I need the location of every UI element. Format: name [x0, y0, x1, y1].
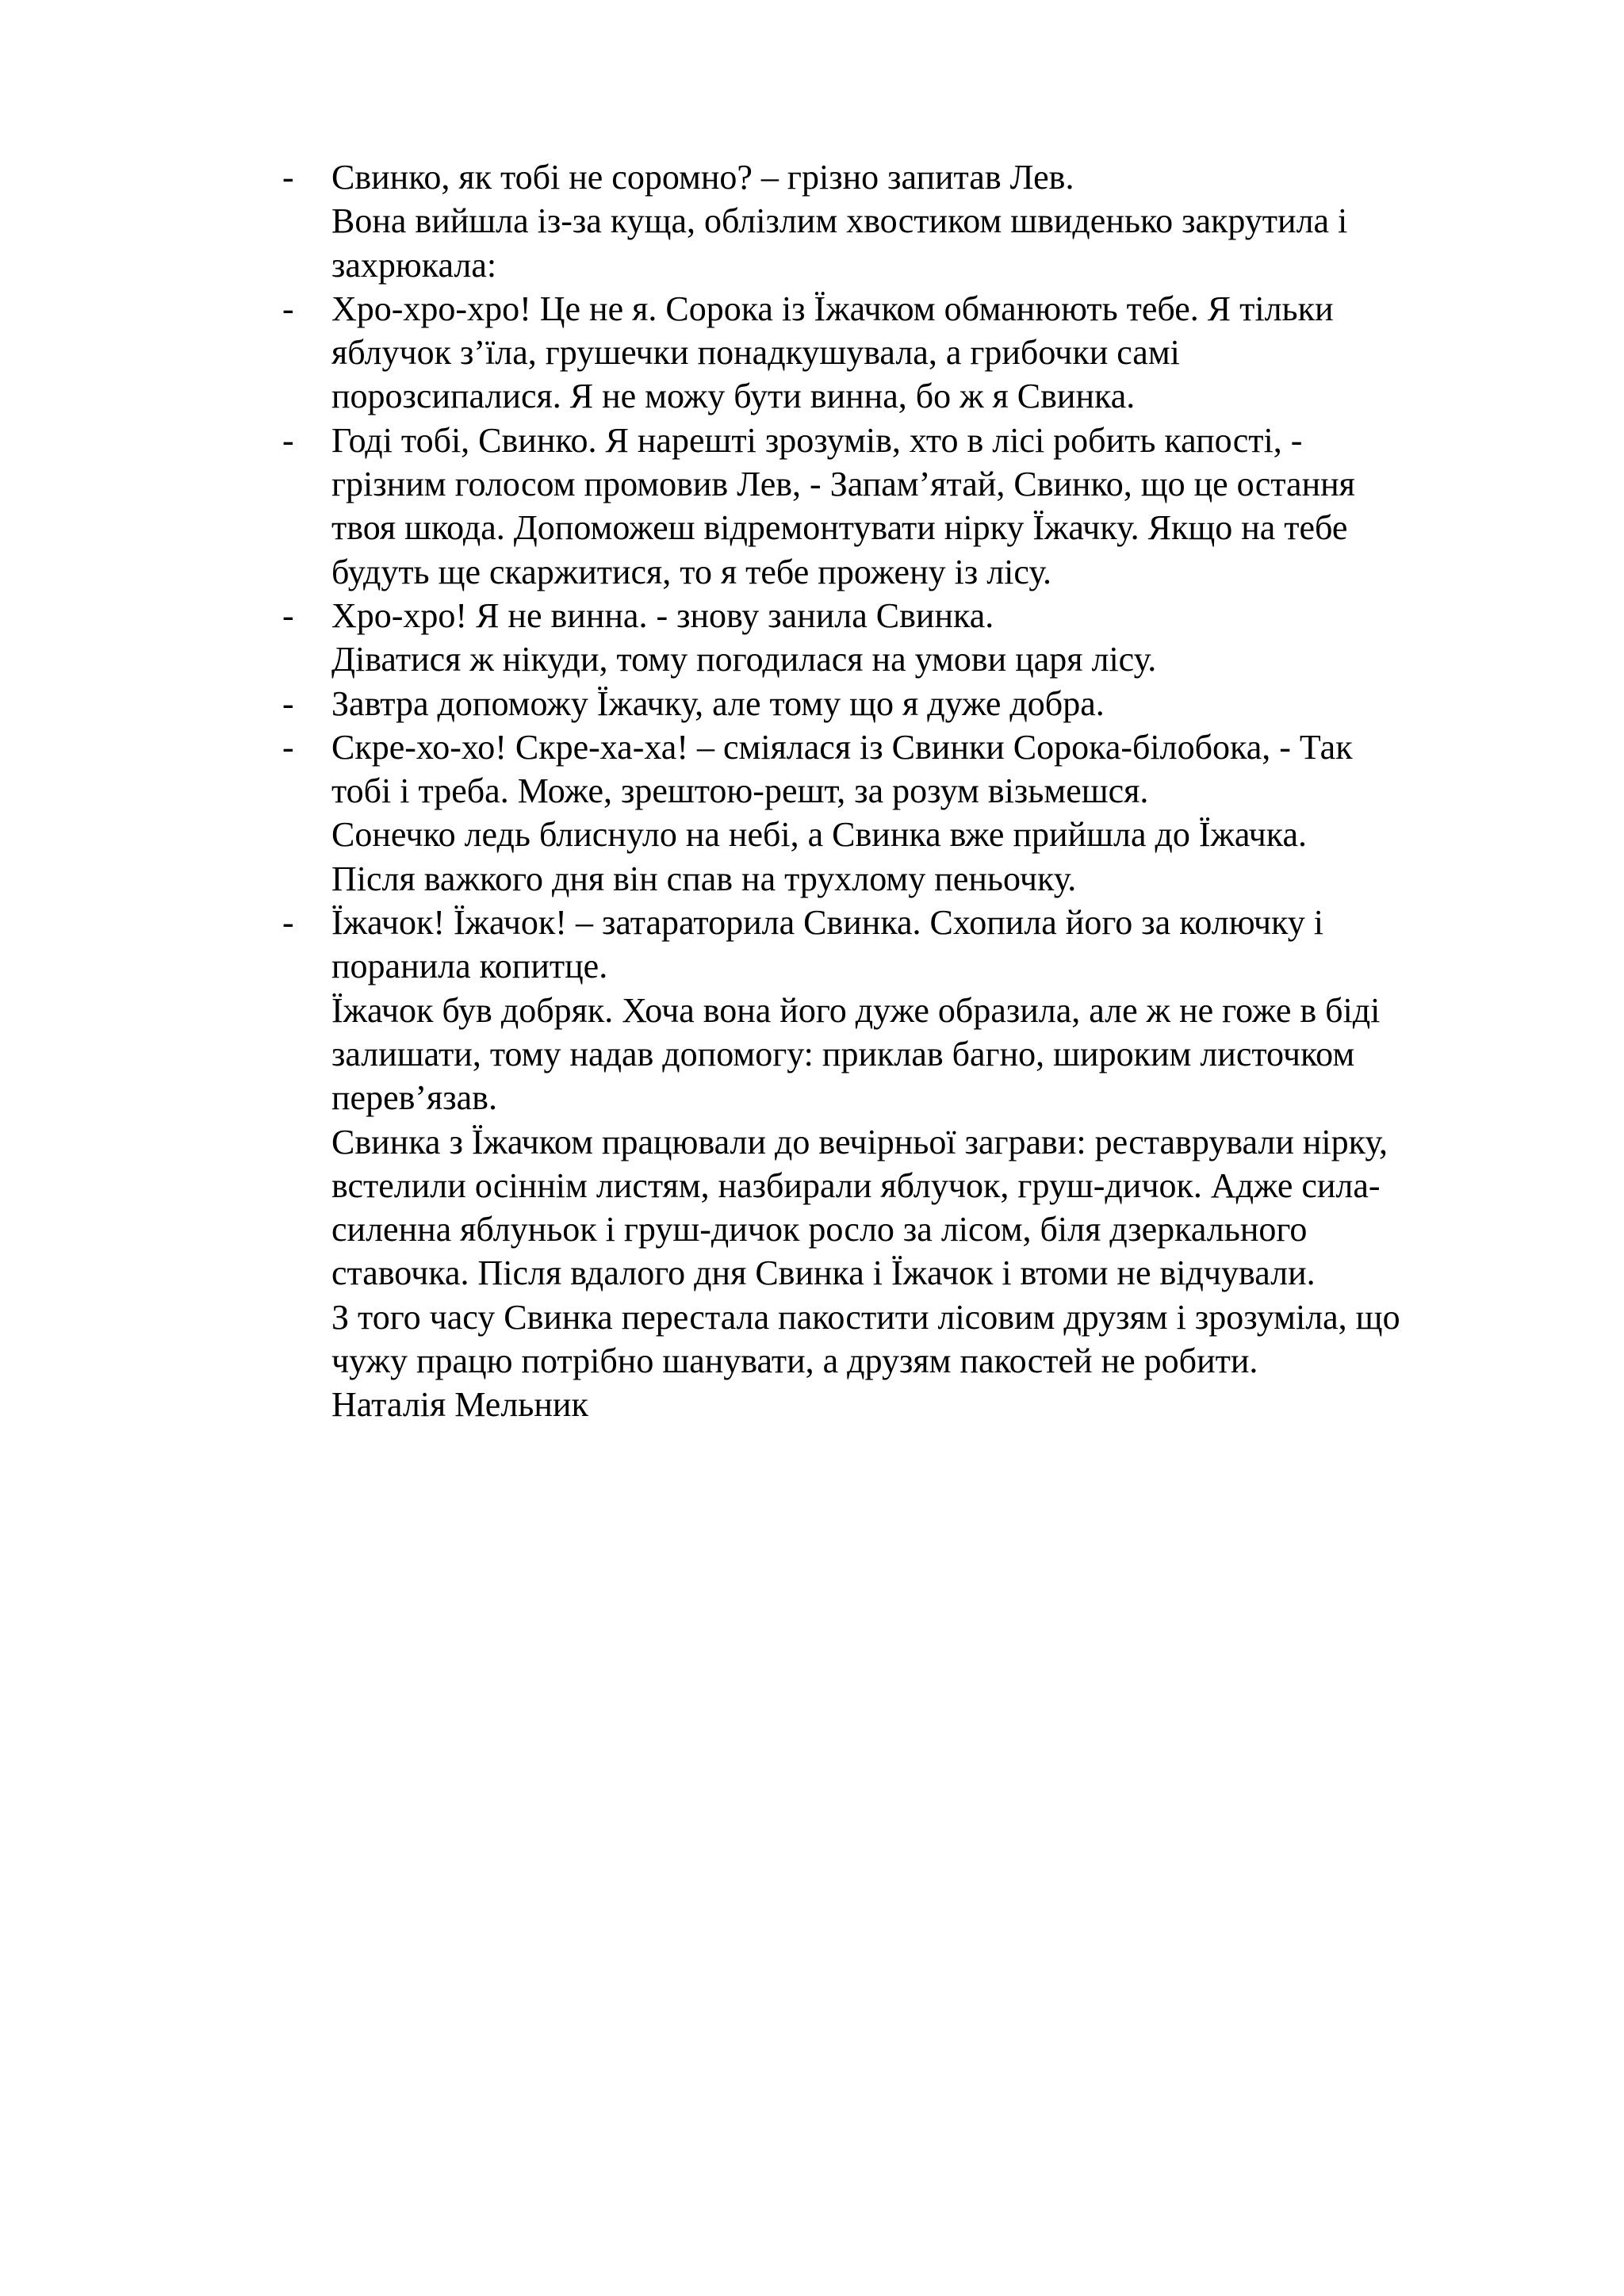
narrative-paragraph: [282, 199, 1567, 287]
paragraph-text: Свинко, як тобі не соромно? – грізно запитав Лев.: [331, 158, 1074, 197]
paragraph-text: Вона вийшла із-за куща, облізлим хвостиком швиденько закрутила і захрюкала:: [331, 201, 1348, 285]
paragraph-text: Сонечко ледь блиснуло на небі, а Свинка вже прийшла до Їжачка. Після важкого дня він спав на трухлому пеньочку.: [331, 815, 1308, 898]
dialogue-dash: -: [282, 289, 294, 328]
dialogue-paragraph: [282, 155, 1567, 199]
paragraph-text: Свинка з Їжачком працювали до вечірньої заграви: реставрували нірку, встелили осіннім листям, назбирали яблучок, груш-дичок. Адже сила- силенна яблуньок і груш-дичок росло за лісом, біля дзеркального ставочка. Після вдалого дня Свинка і Їжачок і втоми не відчували.: [331, 1122, 1388, 1293]
paragraph-text: Скре-хо-хо! Скре-ха-ха! – сміялася із Свинки Сорока-білобока, - Так тобі і треба. Може, зрештою-решт, за розум візьмешся.: [331, 727, 1353, 811]
paragraph-text: Завтра допоможу Їжачку, але тому що я дуже добра.: [331, 683, 1105, 723]
paragraph-text: З того часу Свинка перестала пакостити лісовим друзям і зрозуміла, що чужу працю потрібно шанувати, а друзям пакостей не робити.: [331, 1297, 1400, 1381]
narrative-paragraph: [282, 1295, 1567, 1383]
dialogue-dash: -: [282, 420, 294, 460]
dialogue-paragraph: [282, 901, 1567, 989]
dialogue-paragraph: [282, 594, 1567, 637]
story-text: [282, 155, 1567, 1427]
dialogue-paragraph: [282, 682, 1567, 725]
dialogue-dash: -: [282, 158, 294, 197]
author-signature: Наталія Мельник: [331, 1385, 588, 1425]
dialogue-paragraph: [282, 419, 1567, 594]
dialogue-dash: -: [282, 595, 294, 635]
narrative-paragraph: [282, 1120, 1567, 1295]
dialogue-dash: -: [282, 683, 294, 723]
narrative-paragraph: [282, 989, 1567, 1120]
narrative-paragraph: [282, 637, 1567, 681]
dialogue-dash: -: [282, 727, 294, 767]
paragraph-text: Хро-хро-хро! Це не я. Сорока із Їжачком обманюють тебе. Я тільки яблучок з’їла, грушечки понадкушувала, а грибочки самі порозсипалися. Я не можу бути винна, бо ж я Свинка.: [331, 289, 1334, 416]
dialogue-paragraph: [282, 287, 1567, 419]
paragraph-text: Годі тобі, Свинко. Я нарешті зрозумів, хто в лісі робить капості, - грізним голосом промовив Лев, - Запам’ятай, Свинко, що це остання твоя шкода. Допоможеш відремонтувати нірку Їжачку. Якщо на тебе будуть ще скаржитися, то я тебе прожену із лісу.: [331, 420, 1355, 591]
paragraph-text: Їжачок був добряк. Хоча вона його дуже образила, але ж не гоже в біді залишати, тому надав допомогу: приклав багно, широким листочком перев’язав.: [331, 990, 1381, 1118]
narrative-paragraph: [282, 813, 1567, 901]
paragraph-text: Хро-хро! Я не винна. - знову занила Свинка.: [331, 595, 994, 635]
dialogue-dash: -: [282, 903, 294, 943]
paragraph-text: Діватися ж нікуди, тому погодилася на умови царя лісу.: [331, 640, 1157, 679]
dialogue-paragraph: [282, 725, 1567, 813]
paragraph-text: Їжачок! Їжачок! – затараторила Свинка. Схопила його за колючку і поранила копитце.: [331, 903, 1324, 986]
